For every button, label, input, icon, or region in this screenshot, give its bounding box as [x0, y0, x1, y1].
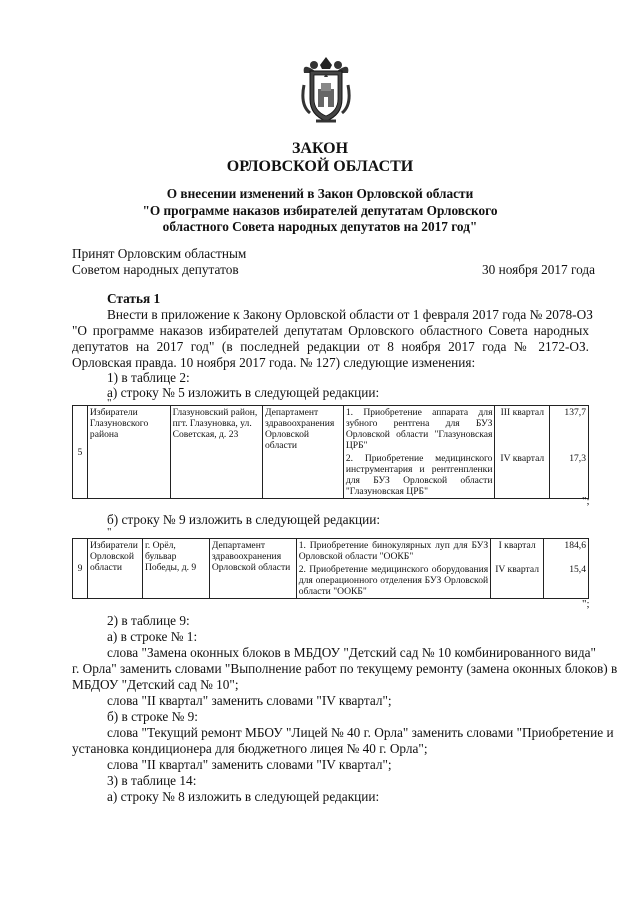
paragraph-2b-line-1: слова "Текущий ремонт МБОУ "Лицей № 40 г. Орла" заменить словами "Приобретение и: [107, 725, 614, 740]
address-cell: Глазуновский район, пгт. Глазуновка, ул. Советская, д. 23: [170, 406, 262, 499]
sum-2-cell: 17,3: [550, 452, 589, 499]
adopted-date: 30 ноября 2017 года: [482, 262, 596, 277]
table-2-row-9: [72, 538, 589, 599]
subtitle-line-1: О внесении изменений в Закон Орловской области: [166, 186, 474, 201]
intro-line-1: Внести в приложение к Закону Орловской области от 1 февраля 2017 года № 2078-ОЗ: [107, 307, 593, 322]
item-2-cell: 2. Приобретение медицинского оборудования для операционного отделения БУЗ Орловской области "ООКБ": [296, 563, 490, 599]
intro-line-3: депутатов на 2017 год" (в последней редакции от 8 ноября 2017 года № 2172-ОЗ.: [72, 339, 589, 354]
adopted-line-1: Принят Орловским областным: [72, 246, 247, 261]
paragraph-1: 1) в таблице 2:: [107, 370, 190, 385]
item-1-cell: 1. Приобретение аппарата для зубного рентгена для БУЗ Орловской области "Глазуновская ЦРБ": [343, 406, 495, 453]
period-2-cell: IV квартал: [495, 452, 550, 499]
paragraph-2a-line-4: слова "II квартал" заменить словами "IV квартал";: [107, 693, 392, 708]
paragraph-1a: а) строку № 5 изложить в следующей редакции:: [107, 385, 380, 400]
paragraph-3a: а) строку № 8 изложить в следующей редакции:: [107, 789, 380, 804]
paragraph-2b-line-2: установка кондиционера для бюджетного лицея № 40 г. Орла";: [72, 741, 428, 756]
paragraph-2b: б) в строке № 9:: [107, 709, 199, 724]
coat-of-arms-emblem: [300, 55, 352, 125]
intro-line-4: Орловская правда. 10 ноября 2017 года. № 127) следующие изменения:: [72, 355, 476, 370]
period-1-cell: III квартал: [495, 406, 550, 453]
paragraph-2a-line-3: МБДОУ "Детский сад № 10";: [72, 677, 239, 692]
quote-close-2: ";: [582, 598, 590, 610]
department-cell: Департамент здравоохранения Орловской области: [209, 539, 296, 599]
period-2-cell: IV квартал: [491, 563, 544, 599]
table-2-row-5: [72, 405, 589, 499]
department-cell: Департамент здравоохранения Орловской области: [263, 406, 344, 499]
sum-2-cell: 15,4: [544, 563, 589, 599]
item-2-cell: 2. Приобретение медицинского инструментария и рентгенпленки для БУЗ Орловской области "Глазуновская ЦРБ": [343, 452, 495, 499]
paragraph-2: 2) в таблице 9:: [107, 613, 190, 628]
paragraph-2a-line-1: слова "Замена оконных блоков в МБДОУ "Детский сад № 10 комбинированного вида": [107, 645, 596, 660]
item-1-cell: 1. Приобретение бинокулярных луп для БУЗ Орловской области "ООКБ": [296, 539, 490, 564]
adopted-line-2: Советом народных депутатов: [72, 262, 239, 277]
law-title: ЗАКОН: [291, 140, 349, 157]
quote-open-2: ": [107, 526, 112, 538]
article-heading: Статья 1: [107, 291, 161, 306]
paragraph-3: 3) в таблице 14:: [107, 773, 197, 788]
region-title: ОРЛОВСКОЙ ОБЛАСТИ: [226, 158, 414, 175]
row-number: 9: [73, 539, 88, 599]
voters-cell: Избиратели Глазуновского района: [87, 406, 170, 499]
subtitle-line-3: областного Совета народных депутатов на 2017 год": [162, 219, 478, 234]
subtitle-line-2: "О программе наказов избирателей депутатам Орловского: [142, 203, 498, 218]
quote-open-1: ": [107, 397, 112, 409]
paragraph-1b: б) строку № 9 изложить в следующей редакции:: [107, 512, 381, 527]
intro-line-2: "О программе наказов избирателей депутатам Орловского областного Совета народных: [72, 323, 589, 338]
row-number: 5: [73, 406, 88, 499]
period-1-cell: I квартал: [491, 539, 544, 564]
paragraph-2b-line-3: слова "II квартал" заменить словами "IV квартал";: [107, 757, 392, 772]
quote-close-1: ";: [582, 495, 590, 507]
paragraph-2a: а) в строке № 1:: [107, 629, 198, 644]
paragraph-2a-line-2: г. Орла" заменить словами "Выполнение работ по текущему ремонту (замена оконных блоков) в: [72, 661, 618, 676]
address-cell: г. Орёл, бульвар Победы, д. 9: [142, 539, 209, 599]
sum-1-cell: 184,6: [544, 539, 589, 564]
sum-1-cell: 137,7: [550, 406, 589, 453]
voters-cell: Избиратели Орловской области: [87, 539, 142, 599]
